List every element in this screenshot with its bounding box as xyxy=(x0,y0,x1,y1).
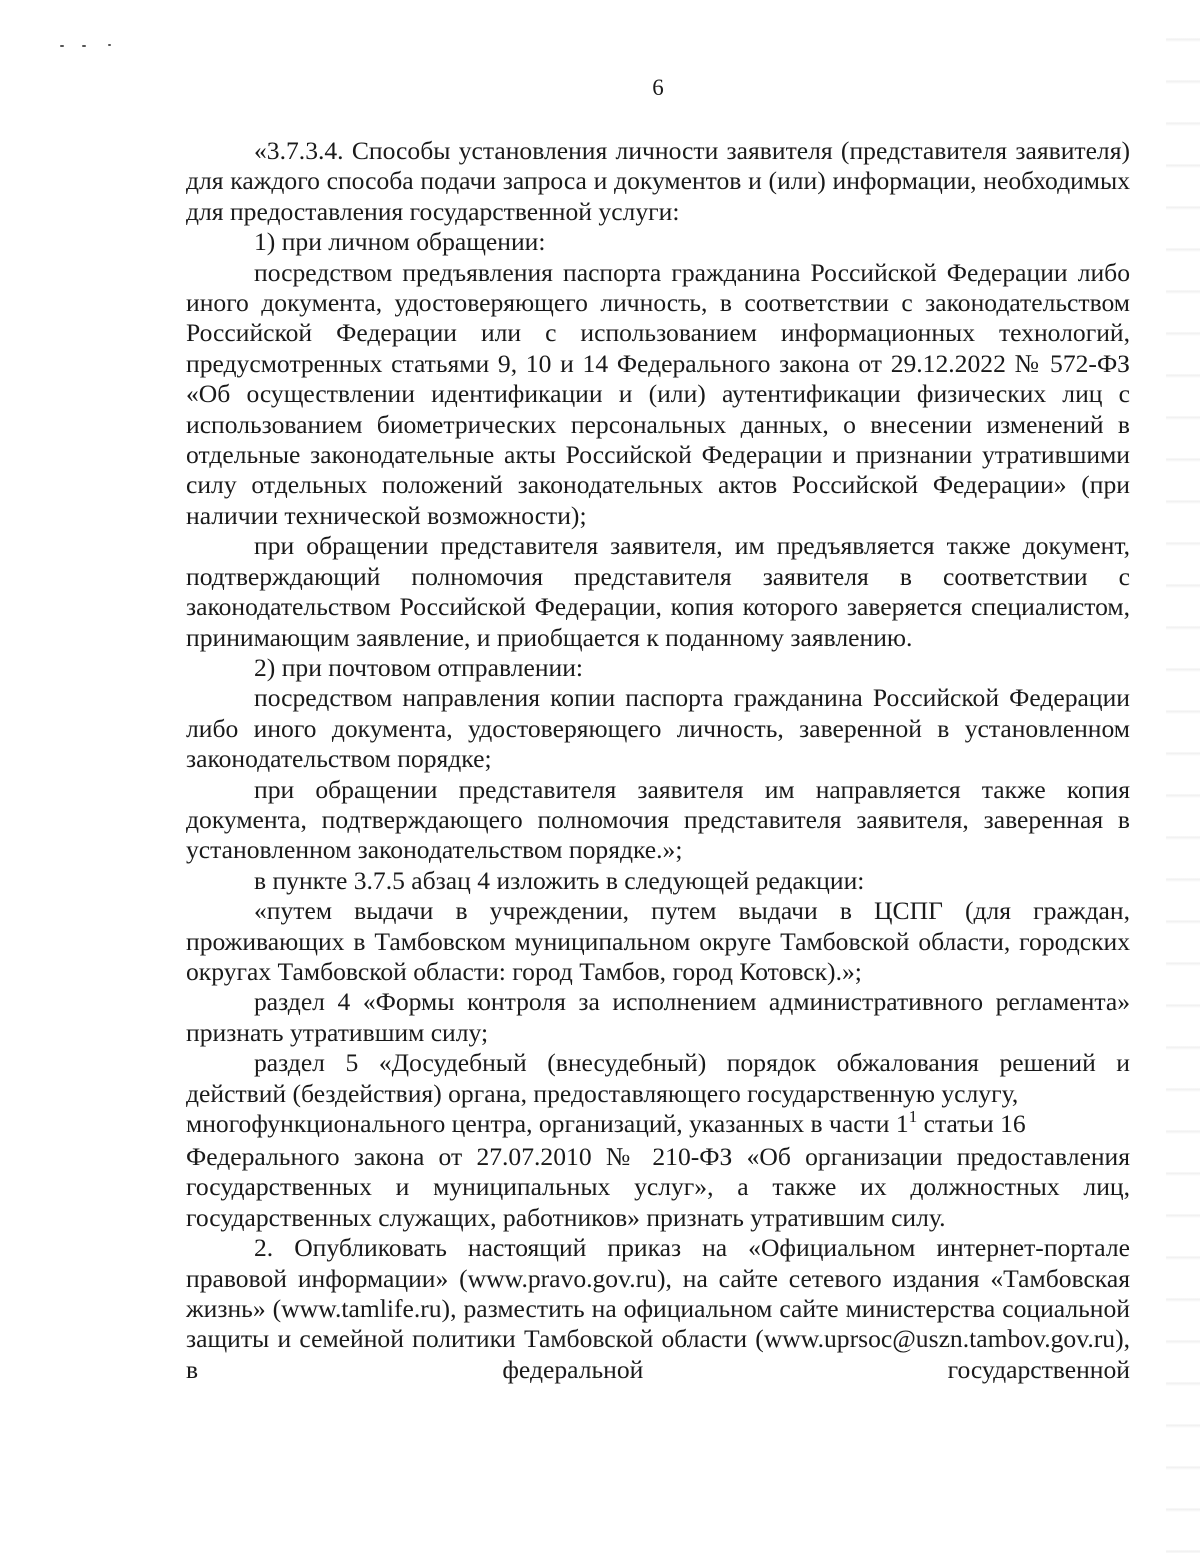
superscript-one: 1 xyxy=(908,1107,918,1126)
scan-speck xyxy=(108,44,111,46)
paragraph-section-5-repeal xyxy=(186,1048,1130,1109)
section5-line-end: статьи 16 xyxy=(917,1109,1026,1138)
paragraph-section-5-superscript-line xyxy=(186,1106,1130,1142)
scan-speck xyxy=(60,45,64,47)
paragraph-issuance-method: «путем выдачи в учреждении, путем выдачи в ЦСПГ (для граждан, проживающих в Тамбовском муниципальном округе Тамбовской области, городских округах Тамбовской области: город Тамбов, город Котовск).»; xyxy=(186,896,1130,986)
paragraph-passport-copy: посредством направления копии паспорта гражданина Российской Федерации либо иного документа, удостоверяющего личность, заверенной в установленном законодательством порядке; xyxy=(186,683,1130,774)
paragraph-representative-document: при обращении представителя заявителя, им предъявляется также документ, подтверждающий полномочия представителя заявителя в соответствии с законодательством Российской Федерации, копия которого заверяется специалистом, принимающим заявление, и приобщается к поданному заявлению. xyxy=(186,531,1130,652)
paragraph-clause-3-7-5: в пункте 3.7.5 абзац 4 изложить в следующей редакции: xyxy=(254,865,865,895)
scan-speck xyxy=(82,45,86,47)
section5-text-start: раздел 5 «Досудебный (внесудебный) порядок обжалования решений и действий (бездействия) органа, предоставляющего государственную услугу, xyxy=(186,1048,1130,1108)
paragraph-section-5-continuation: Федерального закона от 27.07.2010 № 210-ФЗ «Об организации предоставления государственных и муниципальных услуг», а также их должностных лиц, государственных служащих, работников» признать утратившим силу. xyxy=(186,1142,1130,1232)
paragraph-postal-delivery: 2) при почтовом отправлении: xyxy=(254,652,584,682)
scan-edge-shadow xyxy=(1166,0,1200,1553)
paragraph-personal-appeal: 1) при личном обращении: xyxy=(254,227,546,257)
page-number: 6 xyxy=(652,75,664,100)
paragraph-representative-copy: при обращении представителя заявителя им направляется также копия документа, подтверждающего полномочия представителя заявителя, заверенная в установленном законодательством порядке.»; xyxy=(186,774,1130,865)
paragraph-section-4-repeal: раздел 4 «Формы контроля за исполнением административного регламента» признать утратившим силу; xyxy=(186,987,1130,1047)
paragraph-3-7-3-4: «3.7.3.4. Способы установления личности заявителя (представителя заявителя) для каждого способа подачи запроса и документов и (или) информации, необходимых для предоставления государственной услуги: xyxy=(186,136,1130,226)
document-body xyxy=(186,136,1130,1385)
paragraph-passport-presentation: посредством предъявления паспорта гражданина Российской Федерации либо иного документа, удостоверяющего личность, в соответствии с законодательством Российской Федерации или с использованием информационных технологий, предусмотренных статьями 9, 10 и 14 Федерального закона от 29.12.2022 № 572-ФЗ «Об осуществлении идентификации и (или) аутентификации физических лиц с использованием биометрических персональных данных, о внесении изменений в отдельные законодательные акты Российской Федерации и признании утратившими силу отдельных положений законодательных актов Российской Федерации» (при наличии технической возможности); xyxy=(186,257,1130,530)
paragraph-publication: 2. Опубликовать настоящий приказ на «Официальном интернет-портале правовой информации» (www.pravo.gov.ru), на сайте сетевого издания «Тамбовская жизнь» (www.tamlife.ru), разместить на официальном сайте министерства социальной защиты и семейной политики Тамбовской области (www.uprsoc@uszn.tambov.gov.ru), в федеральной государственной xyxy=(186,1233,1130,1384)
section5-line-start: многофункционального центра, организаций, указанных в части 1 xyxy=(186,1109,909,1138)
